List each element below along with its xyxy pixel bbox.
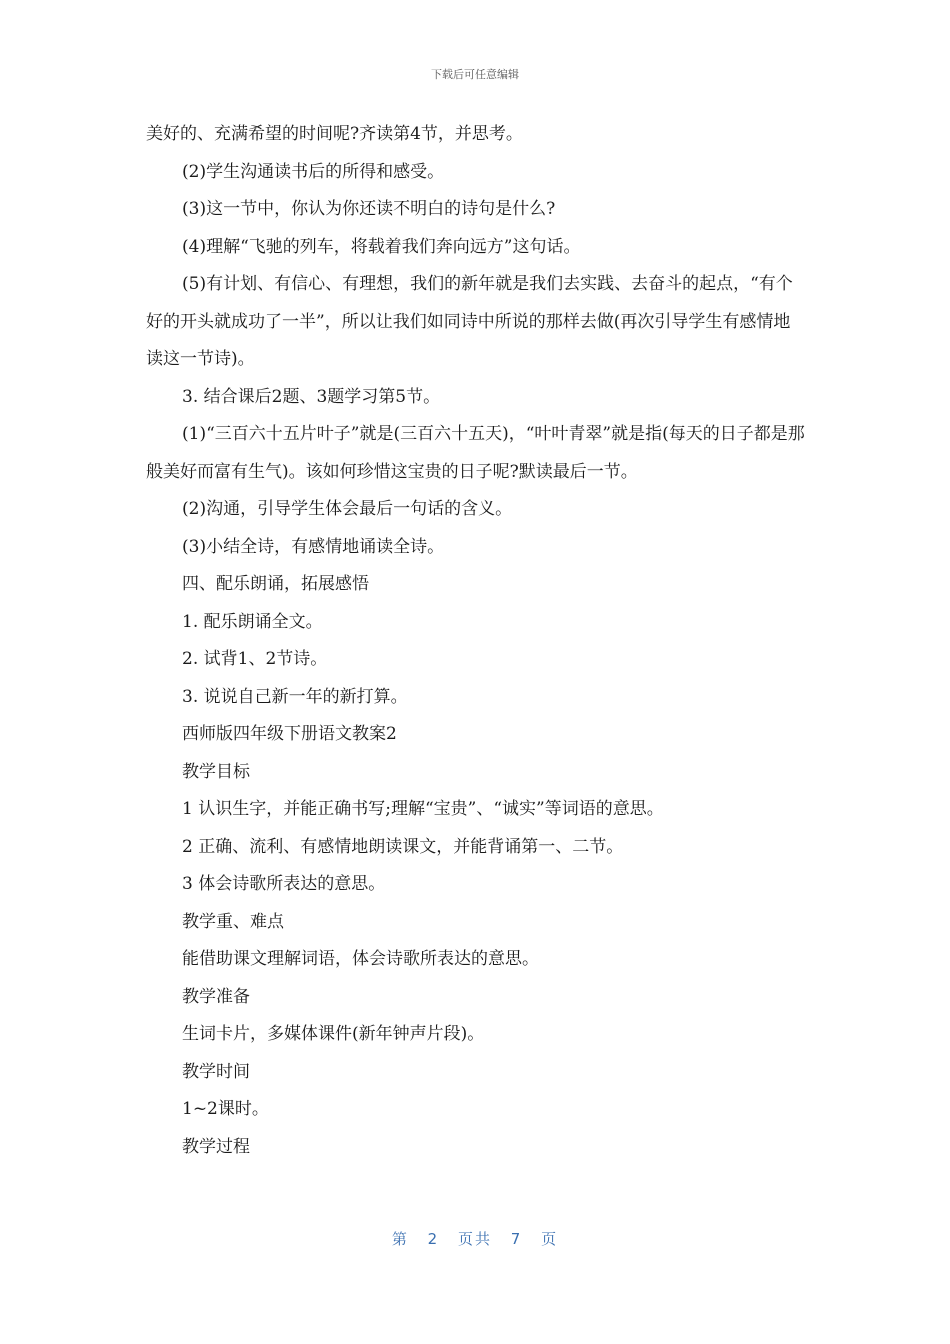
paragraph: 1~2课时。 (182, 1099, 269, 1119)
section-heading: 教学目标 (182, 761, 250, 782)
paragraph: 生词卡片，多媒体课件(新年钟声片段)。 (182, 1024, 485, 1044)
paragraph: 3. 结合课后2题、3题学习第5节。 (182, 386, 441, 407)
paragraph: 2. 试背1、2节诗。 (182, 649, 328, 669)
paragraph: (4)理解“飞驰的列车，将载着我们奔向远方”这句话。 (182, 236, 581, 257)
paragraph: 1 认识生字，并能正确书写;理解“宝贵”、“诚实”等词语的意思。 (182, 799, 664, 819)
document-title: 西师版四年级下册语文教案2 (182, 724, 397, 744)
section-heading: 教学时间 (182, 1061, 250, 1082)
paragraph: 3 体会诗歌所表达的意思。 (182, 874, 386, 894)
paragraph: (3)这一节中，你认为你还读不明白的诗句是什么? (182, 199, 556, 219)
section-heading: 教学过程 (182, 1136, 250, 1157)
paragraph: (1)“三百六十五片叶子”就是(三百六十五天)，“叶叶青翠”就是指(每天的日子都是那般美好而富有生气)。该如何珍惜这宝贵的日子呢?默读最后一节。 (146, 424, 805, 482)
paragraph: (3)小结全诗，有感情地诵读全诗。 (182, 536, 445, 557)
paragraph: 能借助课文理解词语，体会诗歌所表达的意思。 (182, 949, 539, 969)
paragraph: (2)沟通，引导学生体会最后一句话的含义。 (182, 499, 513, 519)
section-heading: 教学重、难点 (182, 911, 284, 932)
section-heading: 教学准备 (182, 986, 250, 1007)
document-body (146, 116, 806, 1166)
page-number: 第 2 页共 7 页 (391, 1230, 559, 1248)
paragraph: 1. 配乐朗诵全文。 (182, 611, 323, 632)
page-header: 下载后可任意编辑 (431, 68, 519, 81)
paragraph: 美好的、充满希望的时间呢?齐读第4节，并思考。 (146, 124, 523, 144)
paragraph: (5)有计划、有信心、有理想，我们的新年就是我们去实践、去奋斗的起点，“有个好的开头就成功了一半”，所以让我们如同诗中所说的那样去做(再次引导学生有感情地读这一节诗)。 (146, 274, 793, 369)
paragraph: 2 正确、流利、有感情地朗读课文，并能背诵第一、二节。 (182, 836, 624, 857)
paragraph: 3. 说说自己新一年的新打算。 (182, 686, 408, 707)
paragraph: (2)学生沟通读书后的所得和感受。 (182, 161, 445, 182)
section-heading: 四、配乐朗诵，拓展感悟 (182, 574, 369, 594)
